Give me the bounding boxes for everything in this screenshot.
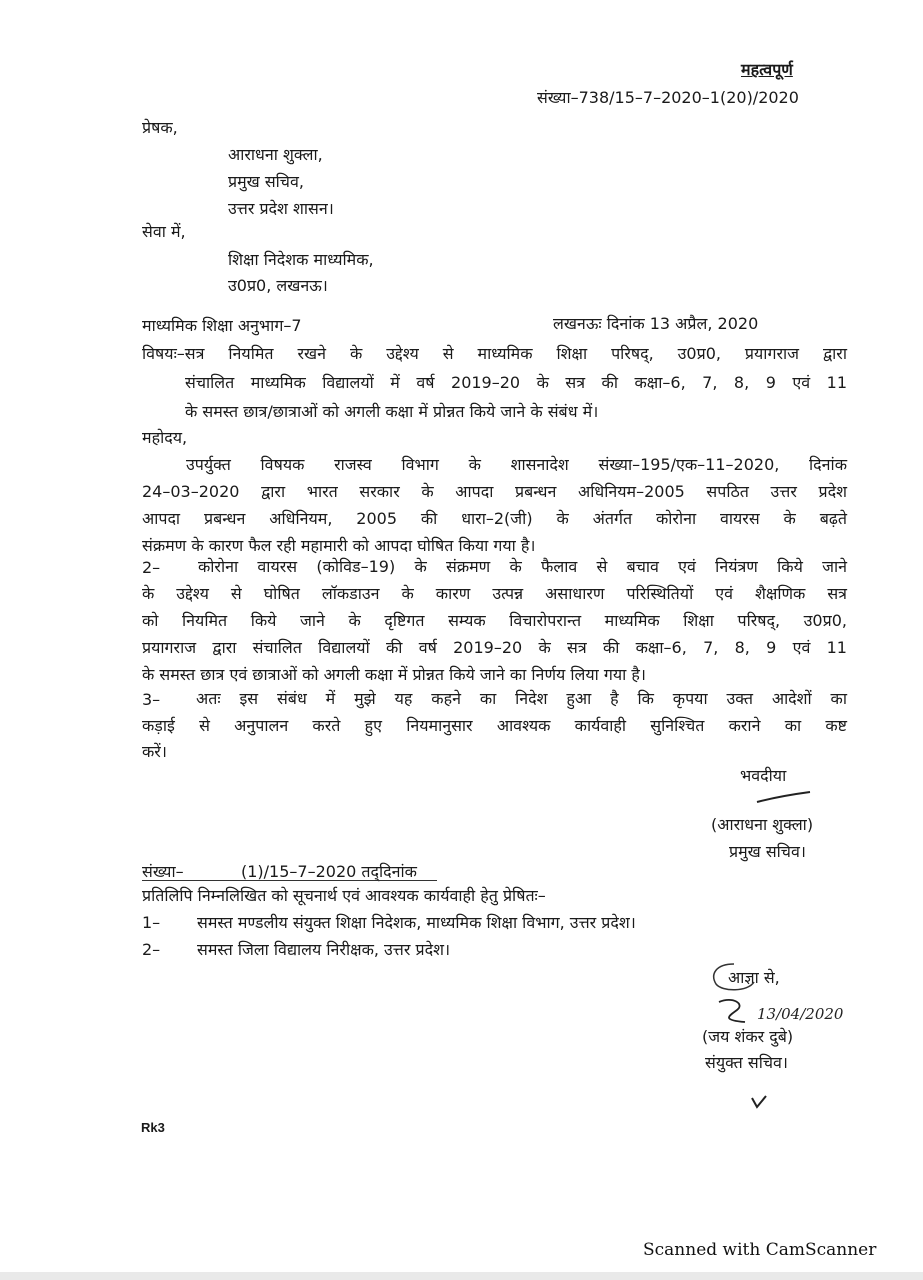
copy-item-1-number: 1– (142, 913, 161, 932)
priority-mark: महत्वपूर्ण (741, 60, 793, 79)
closing-designation: प्रमुख सचिव। (729, 842, 806, 861)
sender-office: उत्तर प्रदेश शासन। (228, 199, 334, 218)
sender-name: आराधना शुक्ला, (228, 145, 323, 164)
para3-line-3: करें। (142, 742, 167, 761)
signature-flourish (715, 996, 755, 1026)
para3-number: 3– (142, 690, 161, 709)
para2-line-3: को नियमित किये जाने के दृष्टिगत सम्यक विचारोपरान्त माध्यमिक शिक्षा परिषद्, उ0प्र0, (142, 611, 847, 630)
tick-mark (750, 1094, 768, 1110)
para2-line-4: प्रयागराज द्वारा संचालित विद्यालयों की वर्ष 2019–20 के सत्र की कक्षा–6, 7, 8, 9 एवं 11 (142, 638, 847, 657)
letter-date: लखनऊः दिनांक 13 अप्रैल, 2020 (553, 314, 759, 333)
handwritten-date: 13/04/2020 (757, 1005, 844, 1023)
para1-line-3: आपदा प्रबन्धन अधिनियम, 2005 की धारा–2(जी) के अंतर्गत कोरोना वायरस के बढ़ते (142, 509, 847, 528)
para2-line-2: के उद्देश्य से घोषित लॉकडाउन के कारण उत्पन्न असाधारण परिस्थितियों एवं शैक्षणिक सत्र (142, 584, 847, 603)
copy-number-value: (1)/15–7–2020 तद्‌दिनांक (241, 862, 417, 881)
section-name: माध्यमिक शिक्षा अनुभाग–7 (142, 316, 302, 335)
handwritten-circle (706, 960, 761, 996)
para3-line-2: कड़ाई से अनुपालन करते हुए नियमानुसार आवश्यक कार्यवाही सुनिश्चित कराने का कष्ट (142, 716, 847, 735)
copy-underline (142, 880, 437, 881)
para1-line-1: उपर्युक्त विषयक राजस्व विभाग के शासनादेश संख्या–195/एक–11–2020, दिनांक (186, 455, 847, 474)
order-name: (जय शंकर दुबे) (702, 1027, 794, 1046)
subject-line-2: संचालित माध्यमिक विद्यालयों में वर्ष 2019–20 के सत्र की कक्षा–6, 7, 8, 9 एवं 11 (185, 373, 847, 392)
closing-name: (आराधना शुक्ला) (711, 815, 814, 834)
scan-bottom-edge (0, 1272, 923, 1280)
copy-item-1-text: समस्त मण्डलीय संयुक्त शिक्षा निदेशक, माध्यमिक शिक्षा विभाग, उत्तर प्रदेश। (197, 913, 636, 932)
sender-designation: प्रमुख सचिव, (228, 172, 304, 191)
para3-line-1: अतः इस संबंध में मुझे यह कहने का निदेश हुआ है कि कृपया उक्त आदेशों का (196, 689, 847, 708)
order-designation: संयुक्त सचिव। (705, 1053, 788, 1072)
by-order: आज्ञा से, (728, 968, 780, 987)
subject-line-3: के समस्त छात्र/छात्राओं को अगली कक्षा में प्रोन्नत किये जाने के संबंध में। (185, 402, 599, 421)
scanner-watermark: Scanned with CamScanner (643, 1240, 877, 1260)
para2-line-1: कोरोना वायरस (कोविड–19) के संक्रमण के फैलाव से बचाव एवं नियंत्रण किये जाने (198, 557, 847, 576)
recipient-name: शिक्षा निदेशक माध्यमिक, (228, 250, 374, 269)
recipient-place: उ0प्र0, लखनऊ। (228, 276, 328, 295)
subject-line-1: विषयः–सत्र नियमित रखने के उद्देश्य से माध्यमिक शिक्षा परिषद्, उ0प्र0, प्रयागराज द्वारा (142, 344, 847, 363)
para1-line-4: संक्रमण के कारण फैल रही महामारी को आपदा घोषित किया गया है। (142, 536, 536, 555)
closing-yours: भवदीया (740, 766, 787, 785)
copy-number-label: संख्या– (142, 862, 184, 881)
para2-number: 2– (142, 558, 161, 577)
sender-label: प्रेषक, (142, 118, 178, 137)
copy-item-2-text: समस्त जिला विद्यालय निरीक्षक, उत्तर प्रदेश। (197, 940, 451, 959)
signature-mark (755, 788, 815, 808)
copy-intro: प्रतिलिपि निम्नलिखित को सूचनार्थ एवं आवश्यक कार्यवाही हेतु प्रेषितः– (142, 886, 546, 905)
para2-line-5: के समस्त छात्र एवं छात्राओं को अगली कक्षा में प्रोन्नत किये जाने का निर्णय लिया गया है। (142, 665, 646, 684)
recipient-label: सेवा में, (142, 222, 186, 241)
para1-line-2: 24–03–2020 द्वारा भारत सरकार के आपदा प्रबन्धन अधिनियम–2005 सपठित उत्तर प्रदेश (142, 482, 847, 501)
copy-item-2-number: 2– (142, 940, 161, 959)
reference-number: संख्या–738/15–7–2020–1(20)/2020 (537, 88, 799, 107)
reference-code: Rk3 (141, 1120, 165, 1135)
salutation: महोदय, (142, 428, 188, 447)
